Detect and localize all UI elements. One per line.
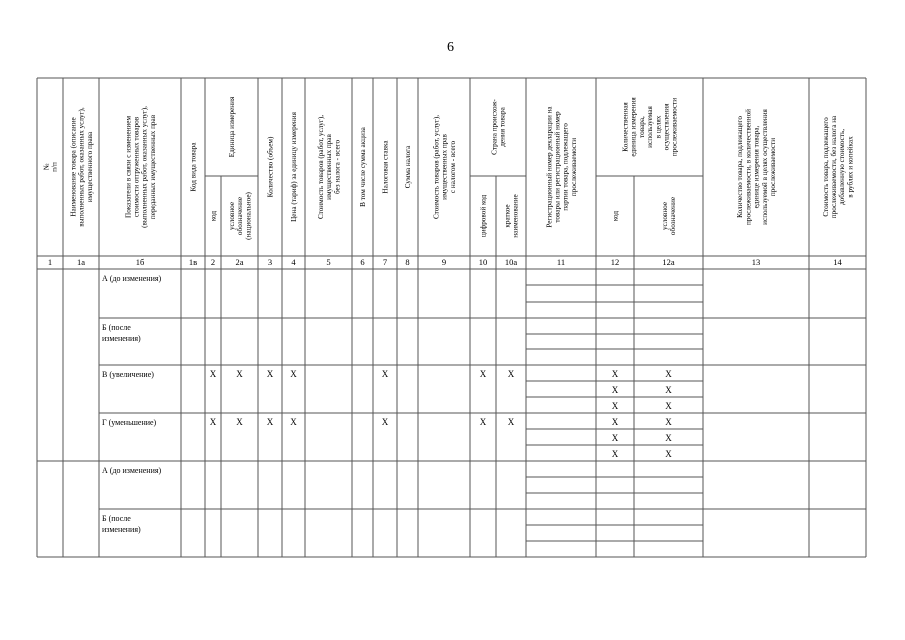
header-trace-cost-line: Стоимость товара, подлежащего xyxy=(821,117,830,217)
header-trace-quantity-line: прослеживаемости, в количественной xyxy=(744,108,753,226)
column-number: 10а xyxy=(504,257,518,267)
not-applicable-mark: X xyxy=(209,369,217,379)
not-applicable-mark: X xyxy=(381,417,389,427)
header-row-number-line: № xyxy=(42,163,51,171)
not-applicable-mark: X xyxy=(479,369,487,379)
header-excise xyxy=(359,126,367,207)
column-number: 1б xyxy=(135,257,145,267)
header-cost-with-tax-line: имущественных прав xyxy=(440,134,449,200)
not-applicable-mark: X xyxy=(507,417,515,427)
row-label-decrease: Г (уменьшение) xyxy=(102,418,157,427)
header-excise-line: В том числе сумма акциза xyxy=(359,127,368,207)
header-tax-amount-line: Сумма налога xyxy=(404,145,413,189)
not-applicable-mark: X xyxy=(611,433,619,443)
header-trace-unit-group-line: используемая xyxy=(646,106,655,148)
header-indicators-line: (выполненных работ, оказанных услуг), xyxy=(140,106,149,228)
not-applicable-mark: X xyxy=(236,369,243,379)
header-product-name-line: Наименование товара (описание xyxy=(69,117,78,217)
header-registration-number-line: партии товара, подлежащего xyxy=(561,123,570,211)
header-trace-unit-group-line: товара, xyxy=(637,116,646,138)
header-unit-code-line: код xyxy=(209,210,218,222)
row-label-after: изменения) xyxy=(102,334,141,343)
not-applicable-mark: X xyxy=(381,369,389,379)
header-indicators-line: стоимости отгруженных товаров xyxy=(132,116,141,218)
row-label-increase: В (увеличение) xyxy=(102,370,154,379)
header-country-code xyxy=(480,195,488,238)
not-applicable-mark: X xyxy=(479,417,487,427)
header-cost-without-tax-line: Стоимость товаров (работ, услуг), xyxy=(316,114,325,220)
header-product-name-line: выполненных работ, оказанных услуг), xyxy=(77,107,86,227)
header-country-code-line: цифровой код xyxy=(479,194,488,238)
column-number: 2а xyxy=(235,257,244,267)
header-trace-cost-line: прослеживаемости, без налога на xyxy=(830,115,838,219)
column-number: 8 xyxy=(405,257,410,267)
header-cost-with-tax xyxy=(432,115,456,219)
row-label-after: изменения) xyxy=(102,525,141,534)
header-unit-code xyxy=(210,211,218,222)
header-country-group-line: Страна происхож- xyxy=(490,99,499,155)
header-trace-unit-symbol-line: условное xyxy=(661,201,669,231)
header-cost-without-tax-line: без налога - всего xyxy=(333,139,342,195)
not-applicable-mark: X xyxy=(611,417,619,427)
header-trace-unit-symbol xyxy=(661,197,677,235)
not-applicable-mark: X xyxy=(665,369,672,379)
header-quantity xyxy=(267,136,275,197)
header-trace-unit-code-line: код xyxy=(611,210,620,222)
header-product-name-line: имущественного права xyxy=(85,131,94,203)
header-cost-with-tax-line: Стоимость товаров (работ, услуг), xyxy=(432,114,441,220)
header-product-name xyxy=(69,107,93,227)
header-registration-number xyxy=(545,106,578,228)
column-number: 1а xyxy=(76,257,86,267)
not-applicable-mark: X xyxy=(209,417,217,427)
header-row-number-line: п/п xyxy=(50,162,59,172)
header-row-number xyxy=(43,162,59,172)
header-country-group-line: дения товара xyxy=(498,107,507,147)
header-registration-number-line: прослеживаемости xyxy=(569,137,578,197)
column-number: 1 xyxy=(47,257,53,267)
not-applicable-mark: X xyxy=(665,417,672,427)
column-number: 3 xyxy=(267,257,273,267)
header-cost-with-tax-line: с налогом - всего xyxy=(448,140,457,194)
header-tax-amount xyxy=(404,145,412,188)
header-cost-without-tax xyxy=(317,115,341,219)
header-indicators-line: переданных имущественных прав xyxy=(148,114,157,220)
header-unit-symbol-line: обозначение xyxy=(236,196,245,236)
row-label-after: Б (после xyxy=(102,323,131,332)
header-quantity-line: Количество (объем) xyxy=(266,136,275,198)
column-number: 2 xyxy=(210,257,216,267)
not-applicable-mark: X xyxy=(611,385,619,395)
row-label-after: Б (после xyxy=(102,514,131,523)
header-trace-quantity-line: единице измерения товара, xyxy=(752,125,761,209)
column-number: 7 xyxy=(382,257,388,267)
not-applicable-mark: X xyxy=(665,401,672,411)
header-price-line: Цена (тариф) за единицу измерения xyxy=(290,112,299,222)
column-number: 12а xyxy=(662,257,675,267)
header-trace-unit-code xyxy=(612,211,620,222)
column-number: 6 xyxy=(360,257,365,267)
header-trace-unit-group-line: Количественная xyxy=(621,102,630,152)
header-country-group xyxy=(491,99,507,155)
not-applicable-mark: X xyxy=(266,369,274,379)
header-unit-symbol-line: условное xyxy=(227,201,236,231)
header-trace-unit-symbol-line: обозначение xyxy=(669,196,678,236)
header-price xyxy=(290,111,298,221)
column-number: 12 xyxy=(610,257,620,267)
header-unit-group-line: Единица измерения xyxy=(228,96,237,158)
not-applicable-mark: X xyxy=(236,417,243,427)
column-number: 4 xyxy=(291,257,296,267)
row-label-before: А (до изменения) xyxy=(102,274,162,283)
header-trace-cost-line: в рублях и копейках xyxy=(846,136,855,198)
header-trace-quantity xyxy=(736,108,777,225)
header-trace-unit-group-line: прослеживаемости xyxy=(670,97,679,157)
not-applicable-mark: X xyxy=(290,369,297,379)
column-number: 11 xyxy=(556,257,566,267)
not-applicable-mark: X xyxy=(507,369,515,379)
not-applicable-mark: X xyxy=(611,449,619,459)
column-number: 5 xyxy=(326,257,331,267)
row-label-before: А (до изменения) xyxy=(102,466,162,475)
header-registration-number-line: Регистрационный номер декларации на xyxy=(545,106,554,228)
header-indicators-line: Показатели в связи с изменением xyxy=(124,115,133,219)
header-trace-quantity-line: прослеживаемости xyxy=(769,137,777,197)
not-applicable-mark: X xyxy=(665,449,672,459)
header-country-name-line: краткое xyxy=(503,204,512,228)
not-applicable-mark: X xyxy=(611,369,619,379)
column-number: 13 xyxy=(751,257,761,267)
header-tax-rate xyxy=(382,140,390,194)
header-trace-unit-group xyxy=(622,97,679,157)
header-trace-cost xyxy=(822,115,855,218)
header-country-name xyxy=(504,194,520,237)
header-trace-quantity-line: используемой в целях осуществления xyxy=(760,109,769,225)
not-applicable-mark: X xyxy=(290,417,297,427)
header-product-kind-code-line: Код вида товара xyxy=(189,142,198,192)
header-trace-unit-group-line: в целях xyxy=(654,115,663,139)
header-trace-unit-group-line: единица измерения xyxy=(629,97,638,157)
header-registration-number-line: товары или регистрационный номер xyxy=(553,111,562,223)
header-country-name-line: наименование xyxy=(511,194,520,238)
not-applicable-mark: X xyxy=(665,433,672,443)
header-trace-cost-line: добавленную стоимость, xyxy=(838,128,847,206)
header-unit-symbol xyxy=(228,191,252,239)
header-cost-without-tax-line: имущественных прав xyxy=(325,134,334,200)
column-number: 14 xyxy=(833,257,842,267)
page-number: 6 xyxy=(447,40,454,55)
header-trace-quantity-line: Количество товара, подлежащего xyxy=(736,116,745,218)
header-product-kind-code xyxy=(190,142,198,192)
not-applicable-mark: X xyxy=(266,417,274,427)
header-trace-unit-group-line: осуществления xyxy=(662,103,671,151)
not-applicable-mark: X xyxy=(665,385,672,395)
header-indicators xyxy=(124,106,157,228)
header-unit-symbol-line: (национальное) xyxy=(244,192,253,240)
header-tax-rate-line: Налоговая ставка xyxy=(381,140,390,194)
column-number: 9 xyxy=(441,257,447,267)
header-unit-group xyxy=(228,96,236,157)
column-number: 1в xyxy=(188,257,198,267)
column-number: 10 xyxy=(478,257,488,267)
not-applicable-mark: X xyxy=(611,401,619,411)
